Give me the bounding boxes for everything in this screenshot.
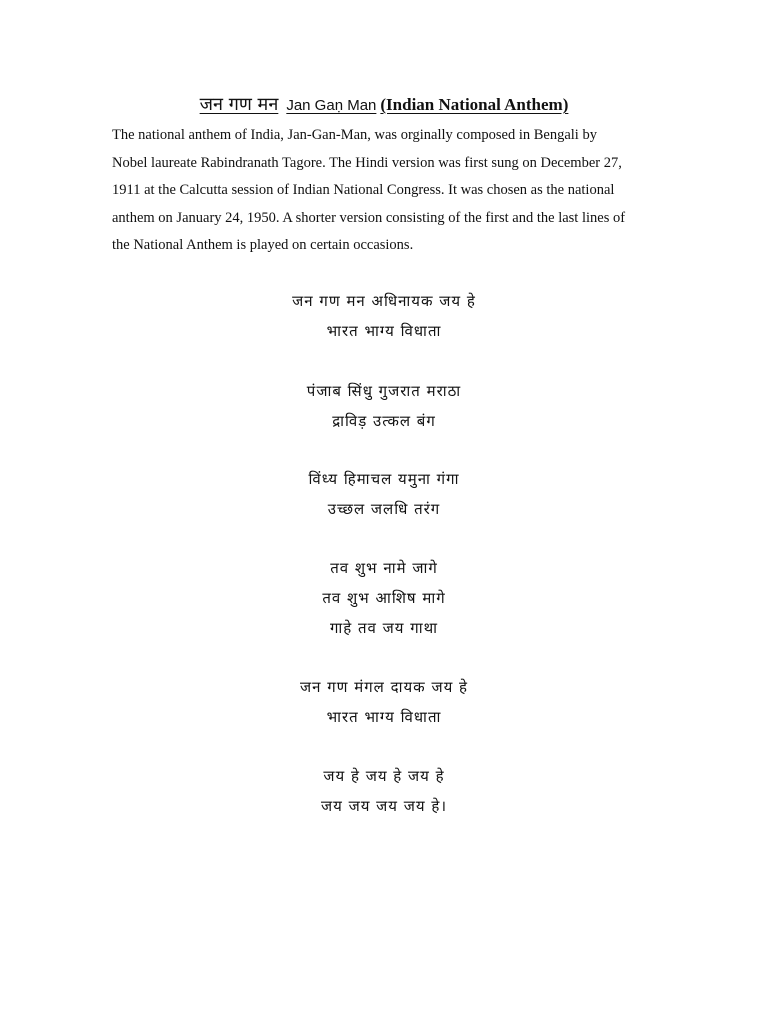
- verse-line: विंध्य हिमाचल यमुना गंगा: [308, 470, 460, 488]
- verse-line: भारत भाग्य विधाता: [326, 322, 442, 340]
- stanza-3: [184, 464, 584, 524]
- anthem-lyrics: [184, 286, 584, 821]
- title-hindi: जन गण मन: [199, 94, 279, 115]
- title-transliteration: Jan Gaṇ Man: [286, 97, 377, 114]
- verse-line: जय हे जय हे जय हे: [323, 767, 445, 785]
- verse-line: जन गण मंगल दायक जय हे: [299, 678, 469, 696]
- intro-line: Nobel laureate Rabindranath Tagore. The Hindi version was first sung on December 27,: [112, 154, 622, 171]
- intro-line: The national anthem of India, Jan-Gan-Man, was orginally composed in Bengali by: [112, 127, 597, 143]
- title-english: (Indian National Anthem): [380, 95, 569, 114]
- stanza-spacer: [184, 643, 584, 672]
- verse-line: गाहे तव जय गाथा: [329, 619, 439, 637]
- stanza-spacer: [184, 346, 584, 376]
- verse-line: तव शुभ आशिष मागे: [322, 589, 446, 607]
- stanza-4: [184, 553, 584, 643]
- verse-line: जन गण मन अधिनायक जय हे: [292, 292, 476, 310]
- stanza-spacer: [184, 732, 584, 761]
- stanza-6: [184, 761, 584, 821]
- verse-line: जय जय जय जय हे।: [320, 797, 448, 815]
- verse-line: द्राविड़ उत्कल बंग: [332, 412, 436, 430]
- intro-paragraph: [112, 122, 672, 260]
- stanza-spacer: [184, 524, 584, 553]
- stanza-1: [184, 286, 584, 346]
- intro-line: 1911 at the Calcutta session of Indian National Congress. It was chosen as the national: [112, 182, 615, 198]
- intro-line: the National Anthem is played on certain occasions.: [112, 237, 414, 253]
- verse-line: तव शुभ नामे जागे: [330, 559, 438, 577]
- verse-line: पंजाब सिंधु गुजरात मराठा: [306, 382, 462, 400]
- page-title: [0, 92, 768, 119]
- stanza-5: [184, 672, 584, 732]
- verse-line: भारत भाग्य विधाता: [326, 708, 442, 726]
- stanza-2: [184, 376, 584, 436]
- verse-line: उच्छल जलधि तरंग: [327, 500, 441, 518]
- intro-line: anthem on January 24, 1950. A shorter version consisting of the first and the last lines of: [112, 209, 626, 226]
- stanza-spacer: [184, 436, 584, 464]
